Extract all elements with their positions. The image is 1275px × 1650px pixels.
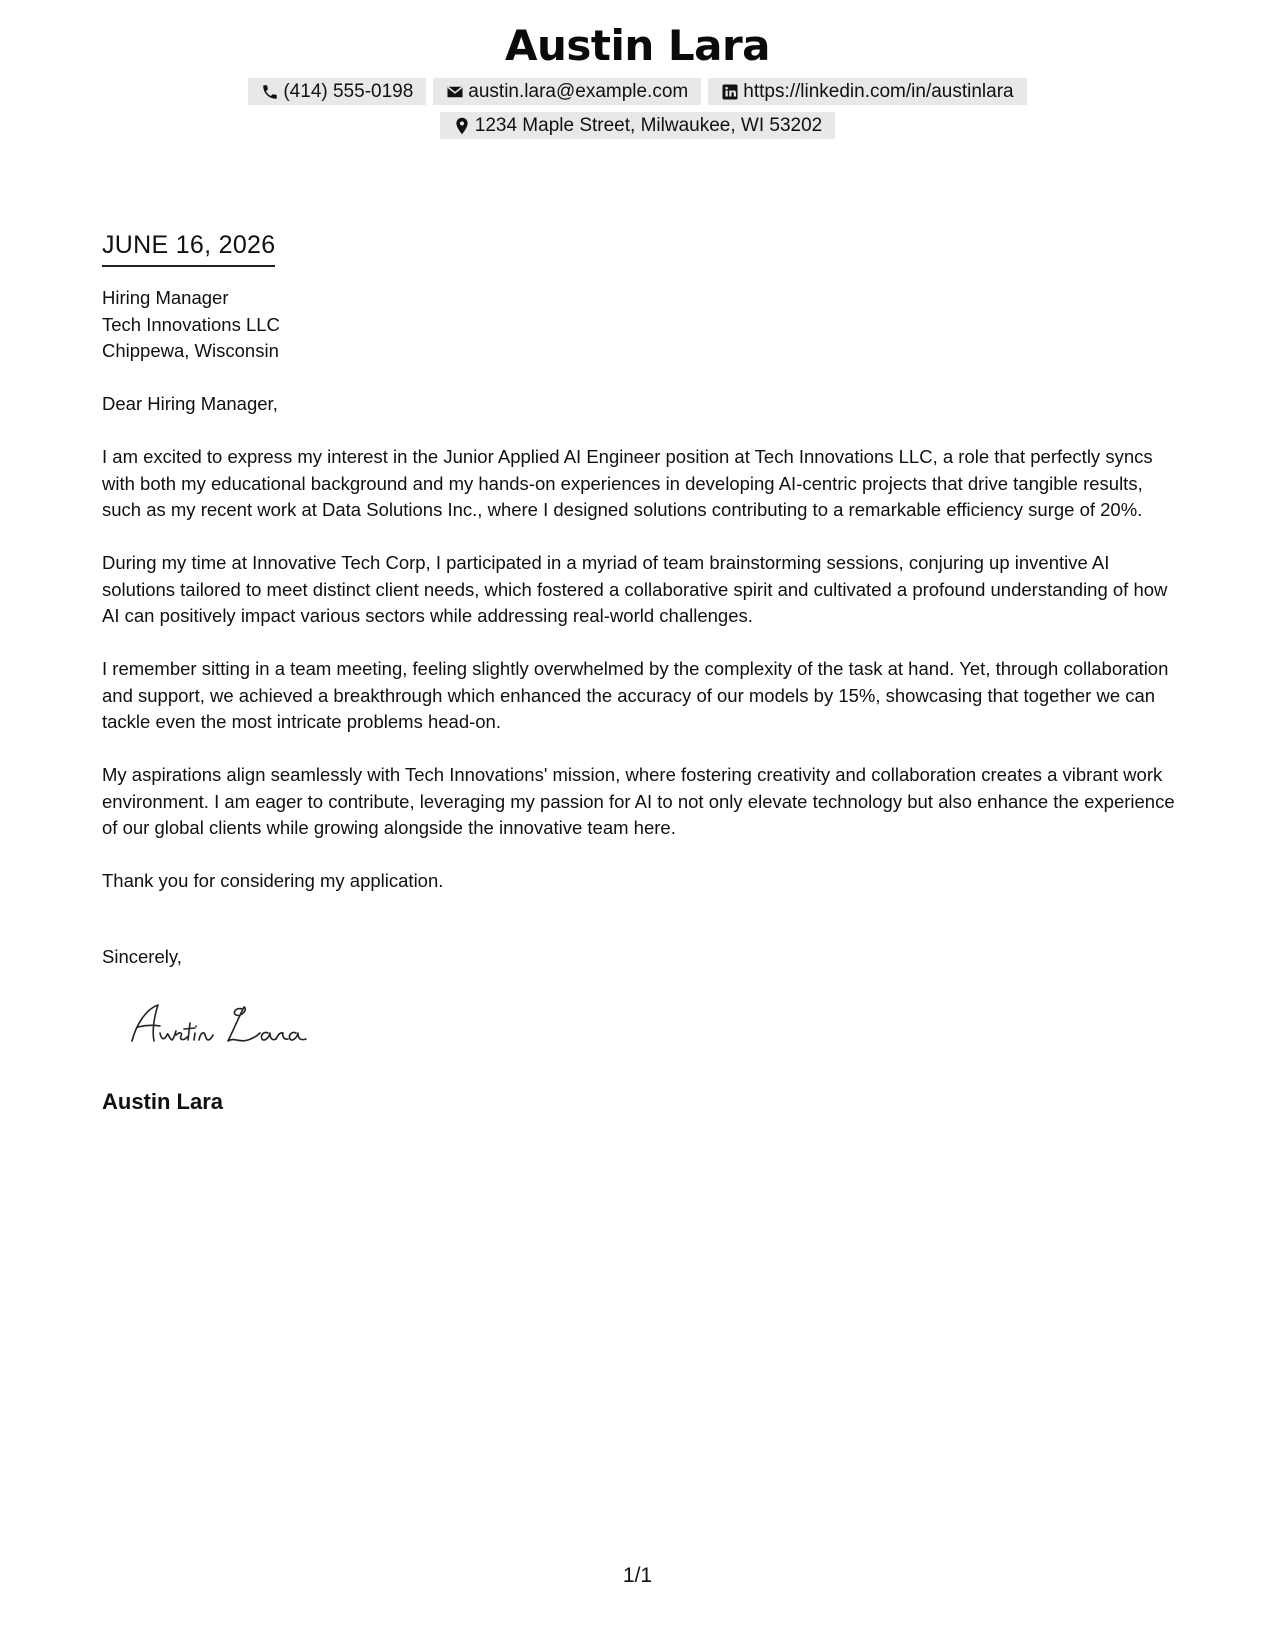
linkedin-text: https://linkedin.com/in/austinlara	[743, 80, 1014, 102]
letter-header	[0, 18, 1275, 139]
address-text: 1234 Maple Street, Milwaukee, WI 53202	[474, 114, 823, 136]
letter-body	[102, 285, 1177, 921]
recipient-block	[102, 285, 1177, 365]
letter-date: JUNE 16, 2026	[102, 229, 275, 267]
phone-icon	[261, 83, 279, 101]
page-number: 1/1	[622, 1564, 653, 1587]
paragraph: I remember sitting in a team meeting, feeling slightly overwhelmed by the complexity of the task at hand. Yet, through collaboration and support, we achieved a breakthrough which enhanced the accuracy of our models by 15%, showcasing that together we can tackle even the most intricate problems head-on.	[102, 658, 1169, 732]
closing: Sincerely,	[102, 946, 182, 967]
paragraph: During my time at Innovative Tech Corp, I participated in a myriad of team brainstorming sessions, conjuring up inventive AI solutions tailored to meet distinct client needs, which fostered a collaborative spirit and cultivated a profound understanding of how AI can positively impact various sectors while addressing real-world challenges.	[102, 552, 1168, 626]
salutation: Dear Hiring Manager,	[102, 393, 278, 414]
address-chip	[440, 112, 835, 139]
phone-text: (414) 555-0198	[283, 80, 414, 102]
phone-chip[interactable]	[248, 78, 426, 105]
paragraph: I am excited to express my interest in the Junior Applied AI Engineer position at Tech Innovations LLC, a role that perfectly syncs with both my educational background and my hands-on experiences in developing AI-centric projects that drive tangible results, such as my recent work at Data Solutions Inc., where I designed solutions contributing to a remarkable efficiency surge of 20%.	[102, 446, 1153, 520]
linkedin-chip[interactable]	[708, 78, 1026, 105]
handwritten-signature	[124, 995, 344, 1055]
linkedin-icon	[721, 83, 739, 101]
paragraph: My aspirations align seamlessly with Tech Innovations' mission, where fostering creativity and collaboration creates a vibrant work environment. I am eager to contribute, leveraging my passion for AI to not only elevate technology but also enhance the experience of our global clients while growing alongside the innovative team here.	[102, 764, 1175, 838]
recipient-title: Hiring Manager	[102, 287, 229, 308]
map-pin-icon	[453, 117, 471, 135]
applicant-name: Austin Lara	[504, 21, 771, 70]
contact-row	[0, 78, 1275, 105]
envelope-icon	[446, 83, 464, 101]
address-row	[0, 112, 1275, 139]
signer-name: Austin Lara	[102, 1089, 224, 1114]
recipient-company: Tech Innovations LLC	[102, 313, 280, 335]
recipient-location: Chippewa, Wisconsin	[102, 340, 279, 361]
email-chip[interactable]	[433, 78, 701, 105]
closing-thanks: Thank you for considering my application.	[102, 870, 444, 891]
email-text: austin.lara@example.com	[468, 80, 689, 102]
